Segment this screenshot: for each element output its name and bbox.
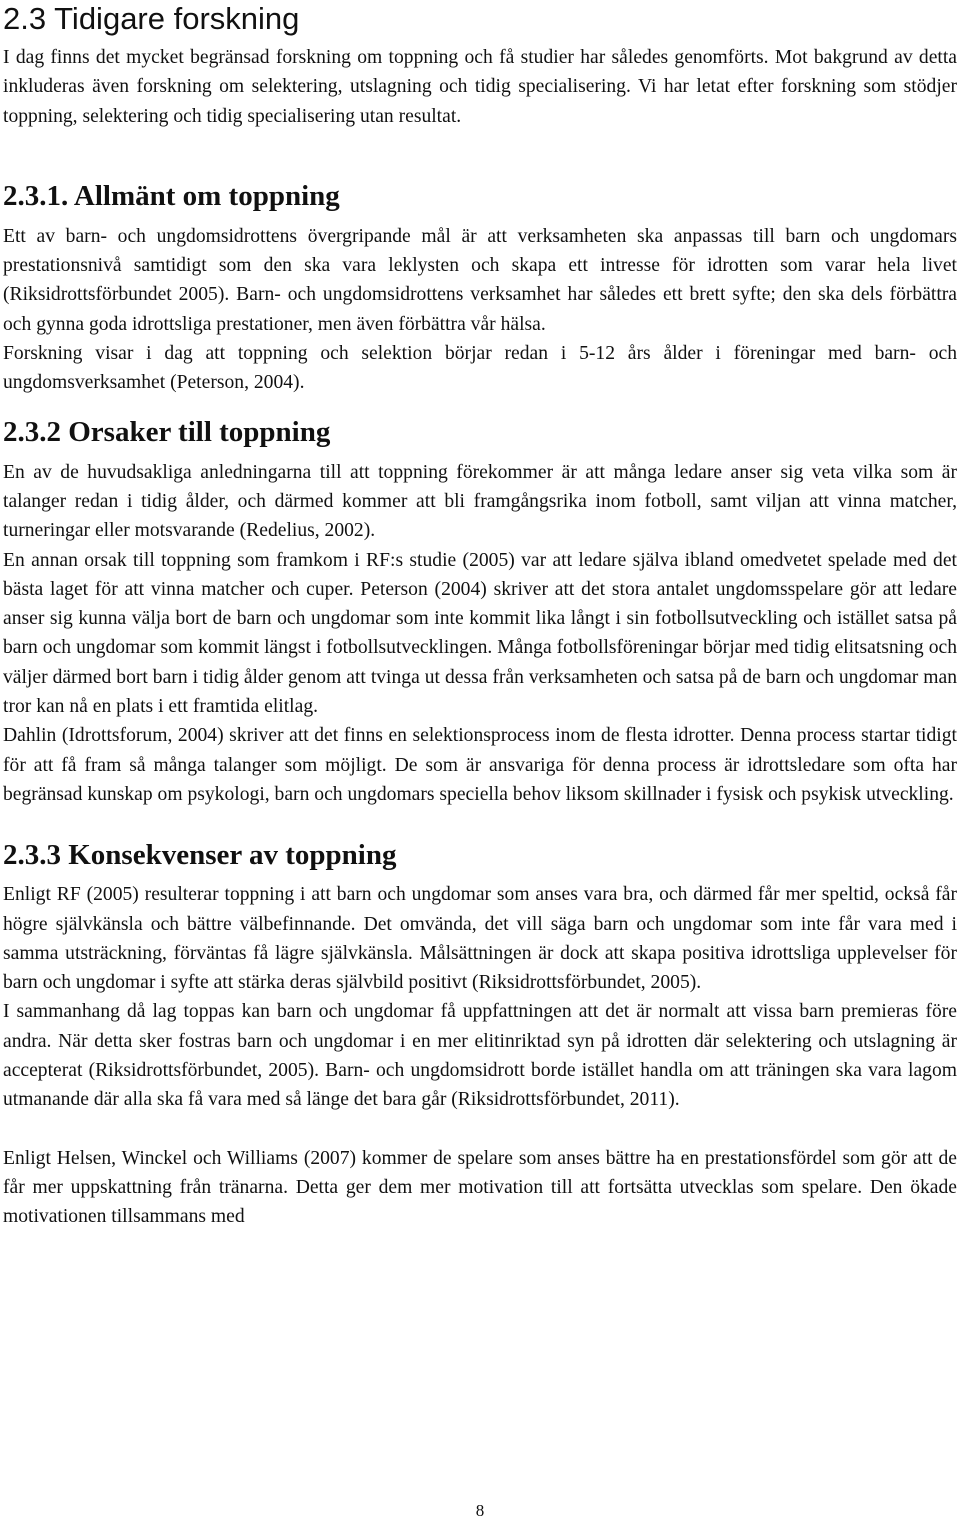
subsection-heading-konsekvenser: 2.3.3 Konsekvenser av toppning — [3, 839, 397, 872]
paragraph-orsaker-3: Dahlin (Idrottsforum, 2004) skriver att det finns en selektionsprocess inom de flesta idrotter. Denna process startar tidigt för att få fram så många talanger som möjligt. De som är ansvariga för denna process är idrottsledare som ofta har begränsad kunskap om psykologi, barn och ungdomars speciella behov liksom skillnader i fysisk och psykisk utveckling. — [3, 725, 957, 805]
paragraph-allmant-2: Forskning visar i dag att toppning och selektion börjar redan i 5-12 års ålder i föreningar med barn- och ungdomsverksamhet (Peterson, 2004). — [3, 343, 957, 394]
intro-paragraph: I dag finns det mycket begränsad forskning om toppning och få studier har således genomförts. Mot bakgrund av detta inkluderas även forskning om selektering, utslagning och tidig specialisering. Vi har letat efter forskning som stödjer toppning, selektering och tidig specialisering utan resultat. — [3, 47, 957, 127]
paragraph-orsaker-2: En annan orsak till toppning som framkom i RF:s studie (2005) var att ledare själva ibland omedvetet spelade med det bästa laget för att vinna matcher och cuper. Peterson (2004) skriver att det stora antalet ungdomsspelare gör att ledare anser sig kunna välja bort de barn och ungdomar som inte kommit lika långt i sin fotbollsutveckling och istället satsa på barn och ungdomar som kommit längst i fotbollsutvecklingen. Många fotbollsföreningar börjar med tidig elitsatsning och väljer därmed bort barn i tidig ålder genom att tvinga ut dessa från verksamheten och satsa på de barn och ungdomar man tror kan nå en plats i ett framtida elitlag. — [3, 549, 957, 718]
paragraph-konsekvenser-2: I sammanhang då lag toppas kan barn och ungdomar få uppfattningen att det är normalt att vissa barn premieras före andra. När detta sker fostras barn och ungdomar i en mer elitinriktad syn på idrotten där selektering och utslagning är accepterat (Riksidrottsförbundet, 2005). Barn- och ungdomsidrott borde istället handla om att träningen ska vara lagom utmanande där alla ska få vara med så länge det bara går (Riksidrottsförbundet, 2011). — [3, 1001, 957, 1111]
paragraph-konsekvenser-3: Enligt Helsen, Winckel och Williams (2007) kommer de spelare som anses bättre ha en prestationsfördel som gör att de får mer uppskattning från tränarna. Detta ger dem mer motivation till att fortsätta utvecklas som spelare. Den ökade motivationen tillsammans med — [3, 1147, 957, 1228]
paragraph-konsekvenser-1: Enligt RF (2005) resulterar toppning i att barn och ungdomar som anses vara bra, och därmed får mer speltid, också får högre självkänsla och bättre välbefinnande. Det omvända, det vill säga barn och ungdomar som inte får vara med i samma utsträckning, förväntas få lägre självkänsla. Målsättningen är dock att skapa positiva idrottsliga upplevelser för barn och ungdomar i syfte att stärka deras självbild positivt (Riksidrottsförbundet, 2005). — [3, 884, 957, 994]
subsection-heading-orsaker: 2.3.2 Orsaker till toppning — [3, 415, 331, 448]
document-page — [3, 0, 957, 1232]
page-number: 8 — [475, 1501, 485, 1520]
paragraph-orsaker-1: En av de huvudsakliga anledningarna till att toppning förekommer är att många ledare anser sig veta vilka som är talanger redan i tidig ålder, och därmed kommer att bli framgångsrika inom fotboll, samt viljan att vinna matcher, turneringar eller motsvarande (Redelius, 2002). — [3, 461, 957, 542]
paragraph-allmant-1: Ett av barn- och ungdomsidrottens övergripande mål är att verksamheten ska anpassas till barn och ungdomars prestationsnivå samtidigt som den ska vara leklysten och skapa ett intresse för idrotten som varar hela livet (Riksidrottsförbundet 2005). Barn- och ungdomsidrottens verksamhet har således ett brett syfte; den ska dels förbättra och gynna goda idrottsliga prestationer, men även förbättra vår hälsa. — [3, 225, 957, 335]
section-heading: 2.3 Tidigare forskning — [3, 1, 300, 36]
subsection-heading-allmant: 2.3.1. Allmänt om toppning — [3, 179, 340, 212]
